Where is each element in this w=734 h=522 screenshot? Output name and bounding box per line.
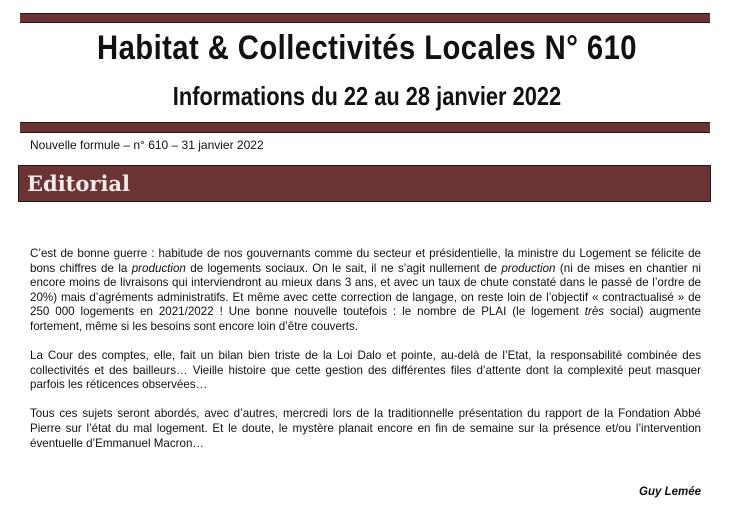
section-title: Editorial — [27, 171, 131, 196]
author-signature: Guy Lemée — [639, 486, 701, 498]
paragraph-2: La Cour des comptes, elle, fait un bilan bien triste de la Loi Dalo et pointe, au-delà de l’Etat, la responsabilité combinée des collectivités et des bailleurs… Vieille histoire que cette gestion des différentes files d’attente dont la complexité peut masquer parfois les réticences observées… — [30, 349, 701, 392]
header-bottom-rule — [20, 122, 710, 133]
article-body — [30, 247, 701, 451]
newsletter-title: Habitat & Collectivités Locales N° 610 — [97, 29, 637, 67]
header-top-rule — [20, 13, 710, 23]
issue-line: Nouvelle formule – n° 610 – 31 janvier 2022 — [30, 138, 264, 152]
section-header-bar — [18, 165, 711, 202]
newsletter-subtitle: Informations du 22 au 28 janvier 2022 — [172, 81, 562, 111]
paragraph-1: C’est de bonne guerre : habitude de nos gouvernants comme du secteur et présidentielle, la ministre du Logement se félicite de bons chiffres de la production de logements sociaux. On le sait, il ne s’agit nullement de production (ni de mises en chantier ni encore moins de livraisons qui interviendront au mieux dans 3 ans, et avec un taux de chute constaté dans le passé de l’ordre de 20%) mais d’agréments administratifs. Et même avec cette correction de langage, on reste loin de l’objectif « contractualisé » de 250 000 logements en 2021/2022 ! Une bonne nouvelle toutefois : le nombre de PLAI (le logement très social) augmente fortement, même si les besoins sont encore loin d’être couverts. — [30, 247, 702, 333]
paragraph-3: Tous ces sujets seront abordés, avec d’autres, mercredi lors de la traditionnelle présentation du rapport de la Fondation Abbé Pierre sur l’état du mal logement. Et le doute, le mystère planait encore en fin de semaine sur la présence et/ou l’intervention éventuelle d’Emmanuel Macron… — [30, 407, 701, 450]
